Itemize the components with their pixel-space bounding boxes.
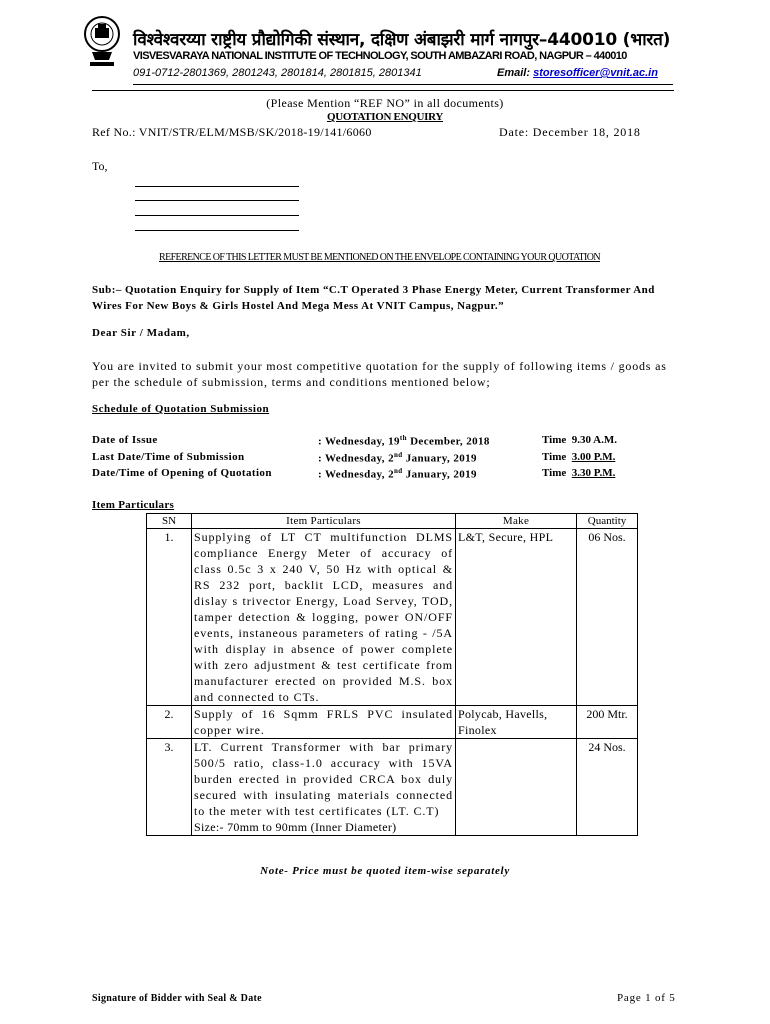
schedule-label: Last Date/Time of Submission [92,451,245,463]
page-number: Page 1 of 5 [617,992,676,1004]
document-title: QUOTATION ENQUIRY [326,111,444,123]
item-sn: 1. [147,529,192,706]
schedule-label: Date of Issue [92,434,158,446]
email-link[interactable]: storesofficer@vnit.ac.in [533,67,658,79]
email-block [497,67,658,79]
schedule-date: : Wednesday, 19th December, 2018 [318,434,490,448]
item-quantity: 24 Nos. [577,739,638,836]
schedule-date: : Wednesday, 2nd January, 2019 [318,467,477,481]
item-size: Size:- 70mm to 90mm (Inner Diameter) [194,820,397,834]
address-blank-line [135,230,299,231]
item-sn: 3. [147,739,192,836]
item-sn: 2. [147,706,192,739]
item-make [456,739,577,836]
schedule-date: : Wednesday, 2nd January, 2019 [318,451,477,465]
schedule-time: Time 9.30 A.M. [542,434,617,446]
letter-date: Date: December 18, 2018 [499,125,641,139]
invitation-paragraph: You are invited to submit your most competitive quotation for the supply of following items / goods as per the schedule of submission, terms and conditions mentioned below; [92,359,667,389]
item-make: L&T, Secure, HPL [456,529,577,706]
phone-numbers: 091-0712-2801369, 2801243, 2801814, 2801815, 2801341 [133,67,422,79]
schedule-label: Date/Time of Opening of Quotation [92,467,272,479]
column-header-quantity: Quantity [577,514,638,529]
column-header-sn: SN [147,514,192,529]
item-quantity: 06 Nos. [577,529,638,706]
item-particulars-cell [192,739,456,836]
subject-line: Sub:– Quotation Enquiry for Supply of Item “C.T Operated 3 Phase Energy Meter, Current Transformer And Wires For New Boys & Girls Hostel And Mega Mess At VNIT Campus, Nagpur.” [92,284,655,312]
header-divider-thick [133,84,673,85]
table-header-row [147,514,638,529]
reference-number: Ref No.: VNIT/STR/ELM/MSB/SK/2018-19/141/6060 [92,125,372,139]
item-quantity: 200 Mtr. [577,706,638,739]
address-blank-line [135,215,299,216]
address-blank-line [135,186,299,187]
item-particulars: Supplying of LT CT multifunction DLMS compliance Energy Meter of accuracy of class 0.5c 3 x 240 V, 50 Hz with optical & RS 232 port, backlit LCD, measures and dislay s trivector Energy, Load Servey, TOD, tamper detection & logging, power ON/OFF events, instaneous parameters of rating - /5A with display in absence of power complete with zero adjustment & test certificate from manufacturer erected on provided M.S. box and connected to CTs. [192,529,456,706]
mention-ref-note: (Please Mention “REF NO” in all documents) [266,96,504,110]
schedule-heading: Schedule of Quotation Submission [92,403,270,415]
schedule-time: Time 3.00 P.M. [542,451,616,463]
column-header-item-particulars: Item Particulars [192,514,456,529]
institute-hindi-title: विश्वेश्वरय्या राष्ट्रीय प्रौद्योगिकी संस्थान, दक्षिण अंबाझरी मार्ग नागपुर–440010 (भारत) [133,30,671,50]
item-particulars: LT. Current Transformer with bar primary 500/5 ratio, class-1.0 accuracy with 15VA burden erected in provided CRCA box duly secured with insulating materials connected to the meter with test certificates (LT. C.T) [194,740,453,818]
price-note: Note- Price must be quoted item-wise separately [260,865,510,877]
salutation: Dear Sir / Madam, [92,327,190,339]
institute-seal-icon [84,12,120,70]
table-row [147,529,638,706]
item-particulars: Supply of 16 Sqmm FRLS PVC insulated copper wire. [192,706,456,739]
bidder-signature-label: Signature of Bidder with Seal & Date [92,993,262,1004]
table-row [147,739,638,836]
item-particulars-heading: Item Particulars [92,499,175,511]
items-table [146,513,638,836]
institute-name-address: VISVESVARAYA NATIONAL INSTITUTE OF TECHNOLOGY, SOUTH AMBAZARI ROAD, NAGPUR – 440010 [133,50,627,62]
table-row [147,706,638,739]
email-label: Email: [497,67,531,79]
item-make: Polycab, Havells, Finolex [456,706,577,739]
schedule-time: Time 3.30 P.M. [542,467,616,479]
reference-envelope-note: REFERENCE OF THIS LETTER MUST BE MENTIONED ON THE ENVELOPE CONTAINING YOUR QUOTATION [159,252,600,263]
header-divider-thin [92,90,674,91]
column-header-make: Make [456,514,577,529]
address-blank-line [135,200,299,201]
addressee-to: To, [92,159,108,173]
